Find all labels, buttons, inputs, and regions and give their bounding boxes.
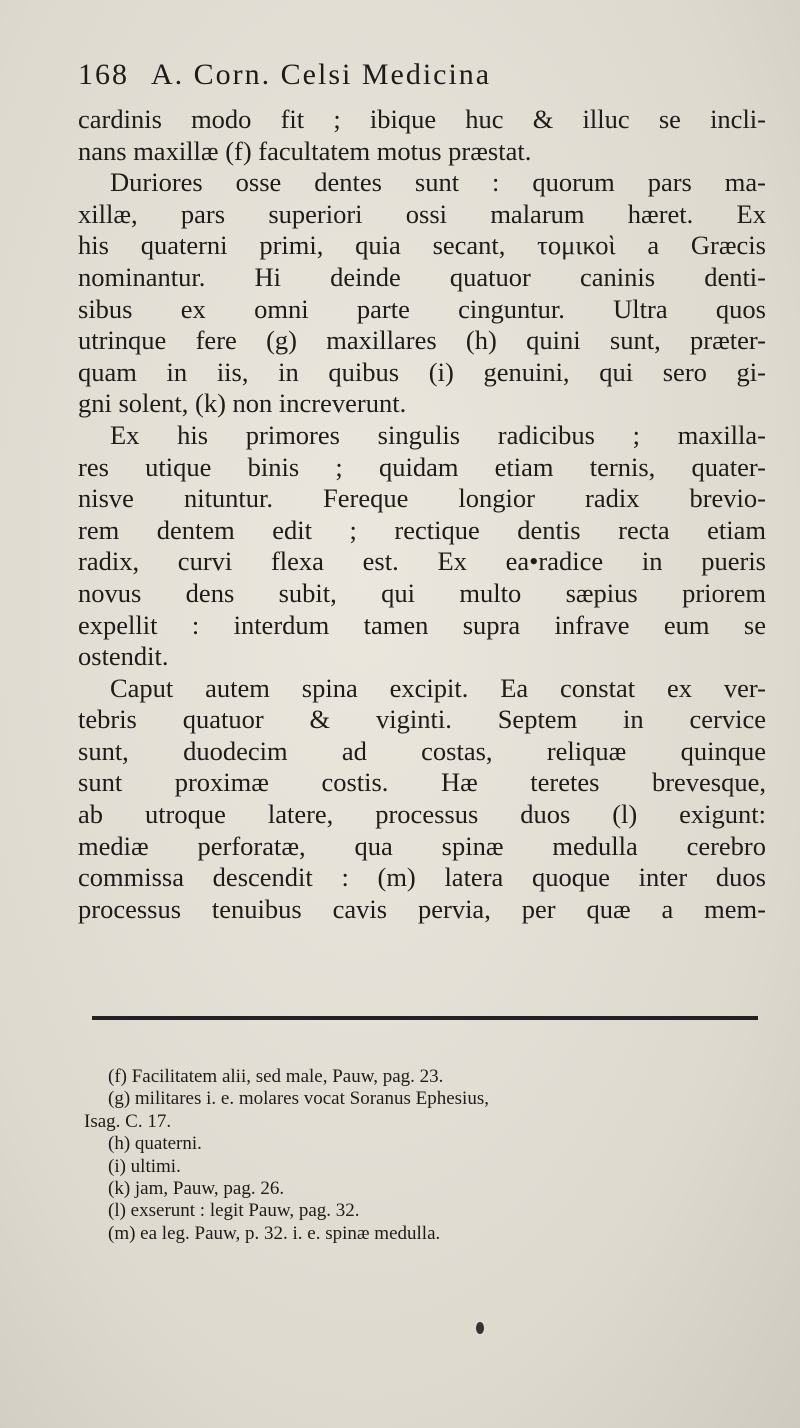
text-line: commissa descendit : (m) latera quoque inter duos (78, 862, 766, 893)
page-number: 168 (78, 58, 129, 91)
text-line: Ex his primores singulis radicibus ; maxilla- (110, 419, 766, 450)
text-line: ostendit. (78, 641, 169, 672)
text-line: rem dentem edit ; rectique dentis recta etiam (78, 514, 766, 545)
text-line: gni solent, (k) non increverunt. (78, 388, 407, 419)
text-line: ab utroque latere, processus duos (l) exigunt: (78, 799, 766, 830)
text-line: xillæ, pars superiori ossi malarum hæret. Ex (78, 198, 766, 229)
footnote-rule (92, 1016, 758, 1020)
text-line: cardinis modo fit ; ibique huc & illuc se incli- (78, 104, 766, 134)
text-line: his quaterni primi, quia secant, τομικοὶ a Græcis (78, 230, 766, 261)
main-text (78, 104, 766, 925)
footnote: (l) exserunt : legit Pauw, pag. 32. (108, 1200, 360, 1222)
text-line: nans maxillæ (f) facultatem motus præstat. (78, 135, 532, 166)
text-line: res utique binis ; quidam etiam ternis, quater- (78, 451, 766, 482)
running-header (78, 58, 718, 98)
text-line: Caput autem spina excipit. Ea constat ex ver- (110, 672, 766, 703)
ink-mark (476, 1322, 484, 1334)
text-line: sunt proximæ costis. Hæ teretes brevesque, (78, 767, 766, 798)
text-line: mediæ perforatæ, qua spinæ medulla cerebro (78, 830, 766, 861)
text-line: tebris quatuor & viginti. Septem in cervice (78, 704, 766, 735)
footnote: (i) ultimi. (108, 1155, 181, 1177)
footnotes (84, 1066, 772, 1245)
text-line: nisve nituntur. Fereque longior radix brevio- (78, 483, 766, 514)
footnote: (f) Facilitatem alii, sed male, Pauw, pag. 23. (108, 1066, 444, 1087)
footnote: (h) quaterni. (108, 1133, 202, 1155)
footnote: (g) militares i. e. molares vocat Soranus Ephesius, (108, 1088, 489, 1110)
text-line: radix, curvi flexa est. Ex ea•radice in pueris (78, 546, 766, 577)
text-line: nominantur. Hi deinde quatuor caninis denti- (78, 261, 766, 292)
text-line: processus tenuibus cavis pervia, per quæ a mem- (78, 893, 766, 924)
text-line: Duriores osse dentes sunt : quorum pars ma- (110, 167, 766, 198)
running-title: A. Corn. Celsi Medicina (151, 58, 492, 91)
text-line: utrinque fere (g) maxillares (h) quini sunt, præter- (78, 325, 766, 356)
text-line: quam in iis, in quibus (i) genuini, qui sero gi- (78, 356, 766, 387)
footnote: (k) jam, Pauw, pag. 26. (108, 1178, 285, 1200)
text-line: sibus ex omni parte cinguntur. Ultra quos (78, 293, 766, 324)
text-line: expellit : interdum tamen supra infrave eum se (78, 609, 766, 640)
text-line: novus dens subit, qui multo sæpius priorem (78, 577, 766, 608)
footnote-continuation: Isag. C. 17. (84, 1110, 172, 1132)
footnote: (m) ea leg. Pauw, p. 32. i. e. spinæ medulla. (108, 1222, 441, 1244)
text-line: sunt, duodecim ad costas, reliquæ quinque (78, 735, 766, 766)
